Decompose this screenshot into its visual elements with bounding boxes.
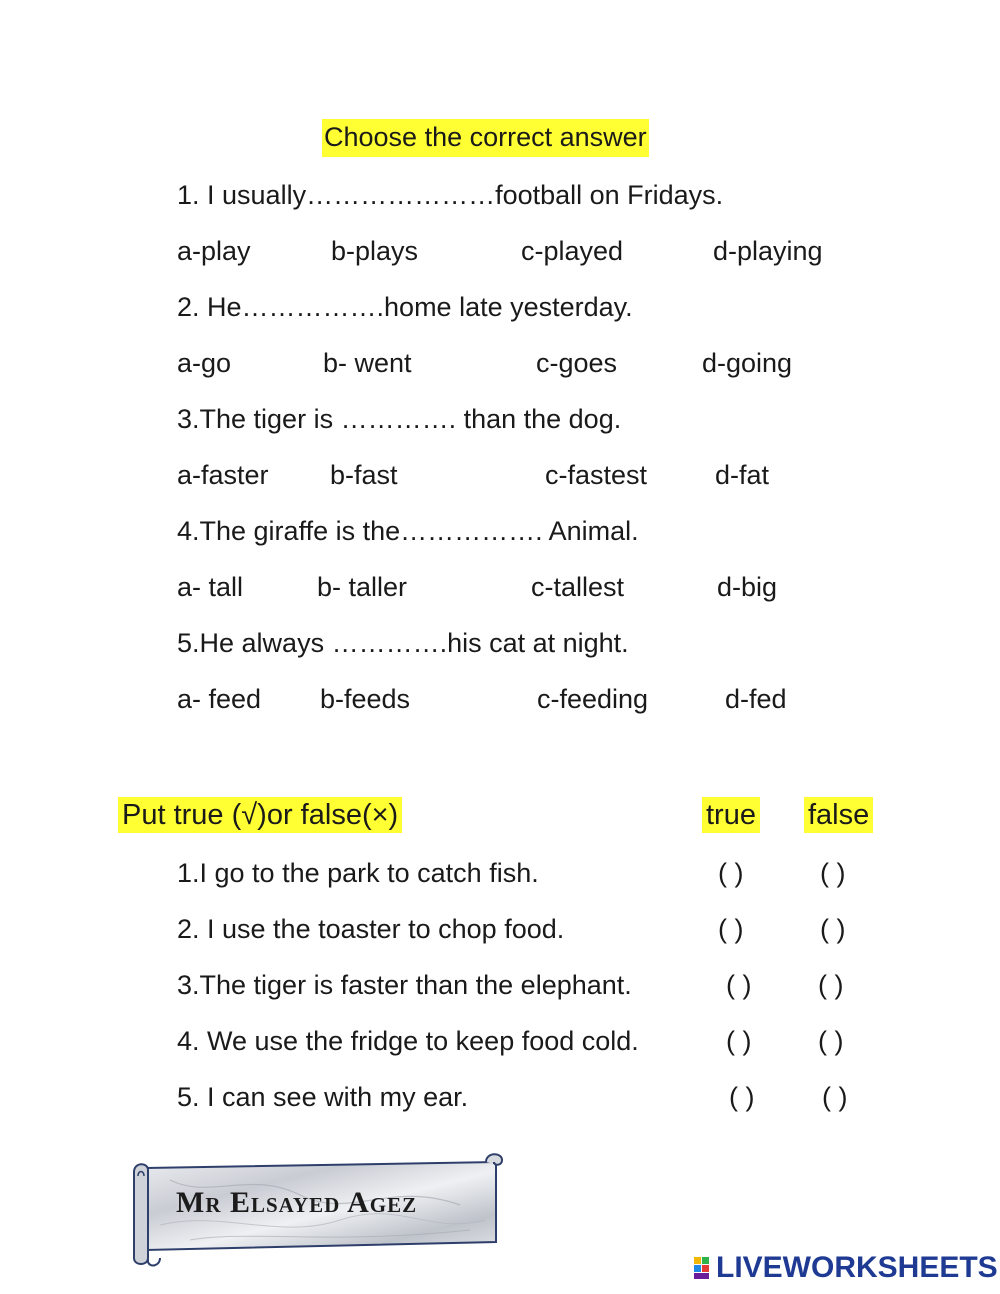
option-3d[interactable]: d-fat bbox=[715, 460, 770, 490]
question-2: 2. He…………….home late yesterday. bbox=[177, 292, 633, 322]
true-column-header: true bbox=[702, 797, 760, 833]
question-3: 3.The tiger is …………. than the dog. bbox=[177, 404, 622, 434]
statement-2: 2. I use the toaster to chop food. bbox=[177, 914, 565, 944]
option-5b[interactable]: b-feeds bbox=[320, 684, 411, 714]
option-5a[interactable]: a- feed bbox=[177, 684, 262, 714]
option-2d[interactable]: d-going bbox=[702, 348, 793, 378]
option-4a[interactable]: a- tall bbox=[177, 572, 244, 602]
liveworksheets-brand[interactable]: LIVEWORKSHEETS bbox=[716, 1251, 998, 1284]
option-4c[interactable]: c-tallest bbox=[531, 572, 625, 602]
option-3c[interactable]: c-fastest bbox=[545, 460, 648, 490]
question-4: 4.The giraffe is the……………. Animal. bbox=[177, 516, 639, 546]
option-1a[interactable]: a-play bbox=[177, 236, 251, 266]
option-5d[interactable]: d-fed bbox=[725, 684, 787, 714]
statement-4-true-box[interactable]: ( ) bbox=[726, 1026, 752, 1056]
option-1c[interactable]: c-played bbox=[521, 236, 624, 266]
option-1d[interactable]: d-playing bbox=[713, 236, 823, 266]
statement-3-false-box[interactable]: ( ) bbox=[818, 970, 844, 1000]
statement-5-false-box[interactable]: ( ) bbox=[822, 1082, 848, 1112]
option-2a[interactable]: a-go bbox=[177, 348, 232, 378]
question-5: 5.He always ………….his cat at night. bbox=[177, 628, 629, 658]
option-5c[interactable]: c-feeding bbox=[537, 684, 649, 714]
statement-3-true-box[interactable]: ( ) bbox=[726, 970, 752, 1000]
option-2b[interactable]: b- went bbox=[323, 348, 412, 378]
false-column-header: false bbox=[804, 797, 873, 833]
option-4b[interactable]: b- taller bbox=[317, 572, 408, 602]
statement-1-true-box[interactable]: ( ) bbox=[718, 858, 744, 888]
statement-2-false-box[interactable]: ( ) bbox=[820, 914, 846, 944]
option-3a[interactable]: a-faster bbox=[177, 460, 269, 490]
option-4d[interactable]: d-big bbox=[717, 572, 778, 602]
option-1b[interactable]: b-plays bbox=[331, 236, 419, 266]
banner-author-name: Mr Elsayed Agez bbox=[176, 1186, 418, 1219]
section-title-choose: Choose the correct answer bbox=[322, 119, 649, 157]
statement-2-true-box[interactable]: ( ) bbox=[718, 914, 744, 944]
statement-3: 3.The tiger is faster than the elephant. bbox=[177, 970, 632, 1000]
section-title-true-false: Put true (√)or false(×) bbox=[118, 797, 402, 833]
statement-4-false-box[interactable]: ( ) bbox=[818, 1026, 844, 1056]
option-3b[interactable]: b-fast bbox=[330, 460, 398, 490]
statement-1: 1.I go to the park to catch fish. bbox=[177, 858, 539, 888]
statement-5: 5. I can see with my ear. bbox=[177, 1082, 469, 1112]
statement-5-true-box[interactable]: ( ) bbox=[729, 1082, 755, 1112]
statement-1-false-box[interactable]: ( ) bbox=[820, 858, 846, 888]
question-1: 1. I usually…………………football on Fridays. bbox=[177, 180, 724, 210]
liveworksheets-logo-icon bbox=[694, 1257, 710, 1279]
option-2c[interactable]: c-goes bbox=[536, 348, 618, 378]
statement-4: 4. We use the fridge to keep food cold. bbox=[177, 1026, 639, 1056]
